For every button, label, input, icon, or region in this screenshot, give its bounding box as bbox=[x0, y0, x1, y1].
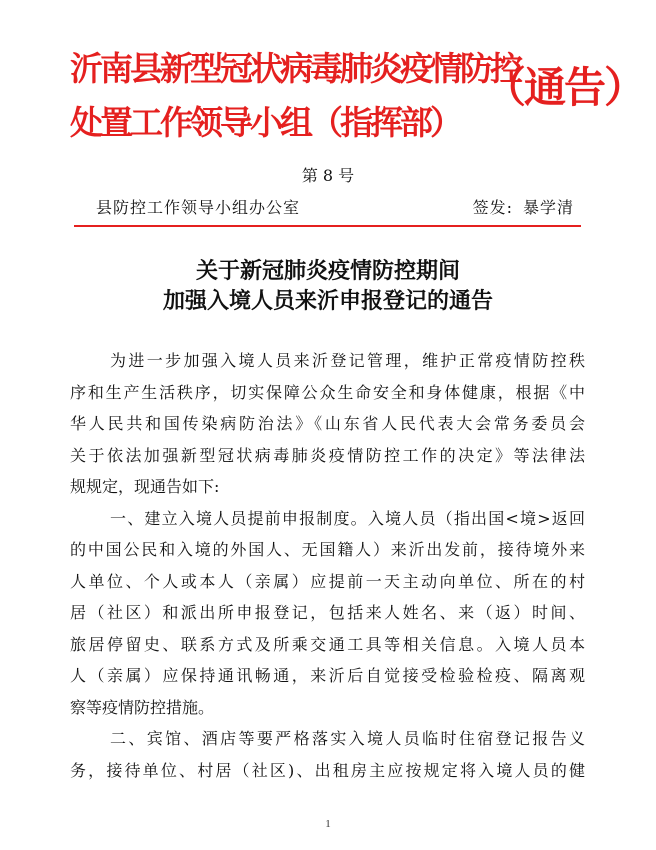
issuer-row bbox=[96, 198, 574, 220]
body-line: 察等疫情防控措施。 bbox=[70, 697, 215, 717]
body-line: 旅居停留史、联系方式及所乘交通工具等相关信息。入境人员本 bbox=[70, 634, 585, 654]
body-line: 人单位、个人或本人（亲属）应提前一天主动向单位、所在的村 bbox=[70, 571, 585, 591]
body-line: 华人民共和国传染病防治法》《山东省人民代表大会常务委员会 bbox=[70, 414, 585, 433]
sign-label: 签发: bbox=[472, 198, 513, 217]
body-line: 人（亲属）应保持通讯畅通，来沂后自觉接受检验检疫、隔离观 bbox=[70, 666, 585, 685]
issuing-office: 县防控工作领导小组办公室 bbox=[96, 198, 301, 217]
body-line: 规规定，现通告如下: bbox=[70, 477, 220, 496]
signer-block bbox=[473, 198, 574, 218]
body-line: 居（社区）和派出所申报登记，包括来人姓名、来（返）时间、 bbox=[70, 603, 585, 622]
notice-title-line-1: 关于新冠肺炎疫情防控期间 bbox=[195, 258, 460, 284]
issuing-body-header bbox=[70, 42, 520, 150]
body-line: 为进一步加强入境人员来沂登记管理，维护正常疫情防控秩 bbox=[110, 351, 585, 370]
header-title-line-1: 沂南县新型冠状病毒肺炎疫情防控 bbox=[70, 49, 520, 88]
notice-title-line-2: 加强入境人员来沂申报登记的通告 bbox=[162, 288, 493, 314]
notice-type-tag: （通告） bbox=[484, 63, 645, 112]
page-number: 1 bbox=[325, 818, 331, 830]
header-title-line-2: 处置工作领导小组（指挥部） bbox=[70, 103, 460, 142]
notice-body bbox=[70, 345, 585, 786]
body-line: 关于依法加强新型冠状病毒肺炎疫情防控工作的决定》等法律法 bbox=[70, 445, 585, 465]
body-line: 的中国公民和入境的外国人、无国籍人）来沂出发前，接待境外来 bbox=[70, 540, 585, 559]
body-line: 务，接待单位、村居（社区)、出租房主应按规定将入境人员的健 bbox=[70, 760, 585, 780]
notice-title bbox=[0, 256, 656, 316]
body-line: 一、建立入境人员提前申报制度。入境人员（指出国<境>返回 bbox=[110, 508, 585, 528]
document-number: 第 8 号 bbox=[301, 166, 355, 185]
body-line: 二、宾馆、酒店等要严格落实入境人员临时住宿登记报告义 bbox=[110, 729, 585, 748]
body-line: 序和生产生活秩序，切实保障公众生命安全和身体健康，根据《中 bbox=[70, 382, 585, 402]
red-separator-line bbox=[74, 225, 581, 227]
signer-name: 暴学清 bbox=[522, 198, 574, 217]
